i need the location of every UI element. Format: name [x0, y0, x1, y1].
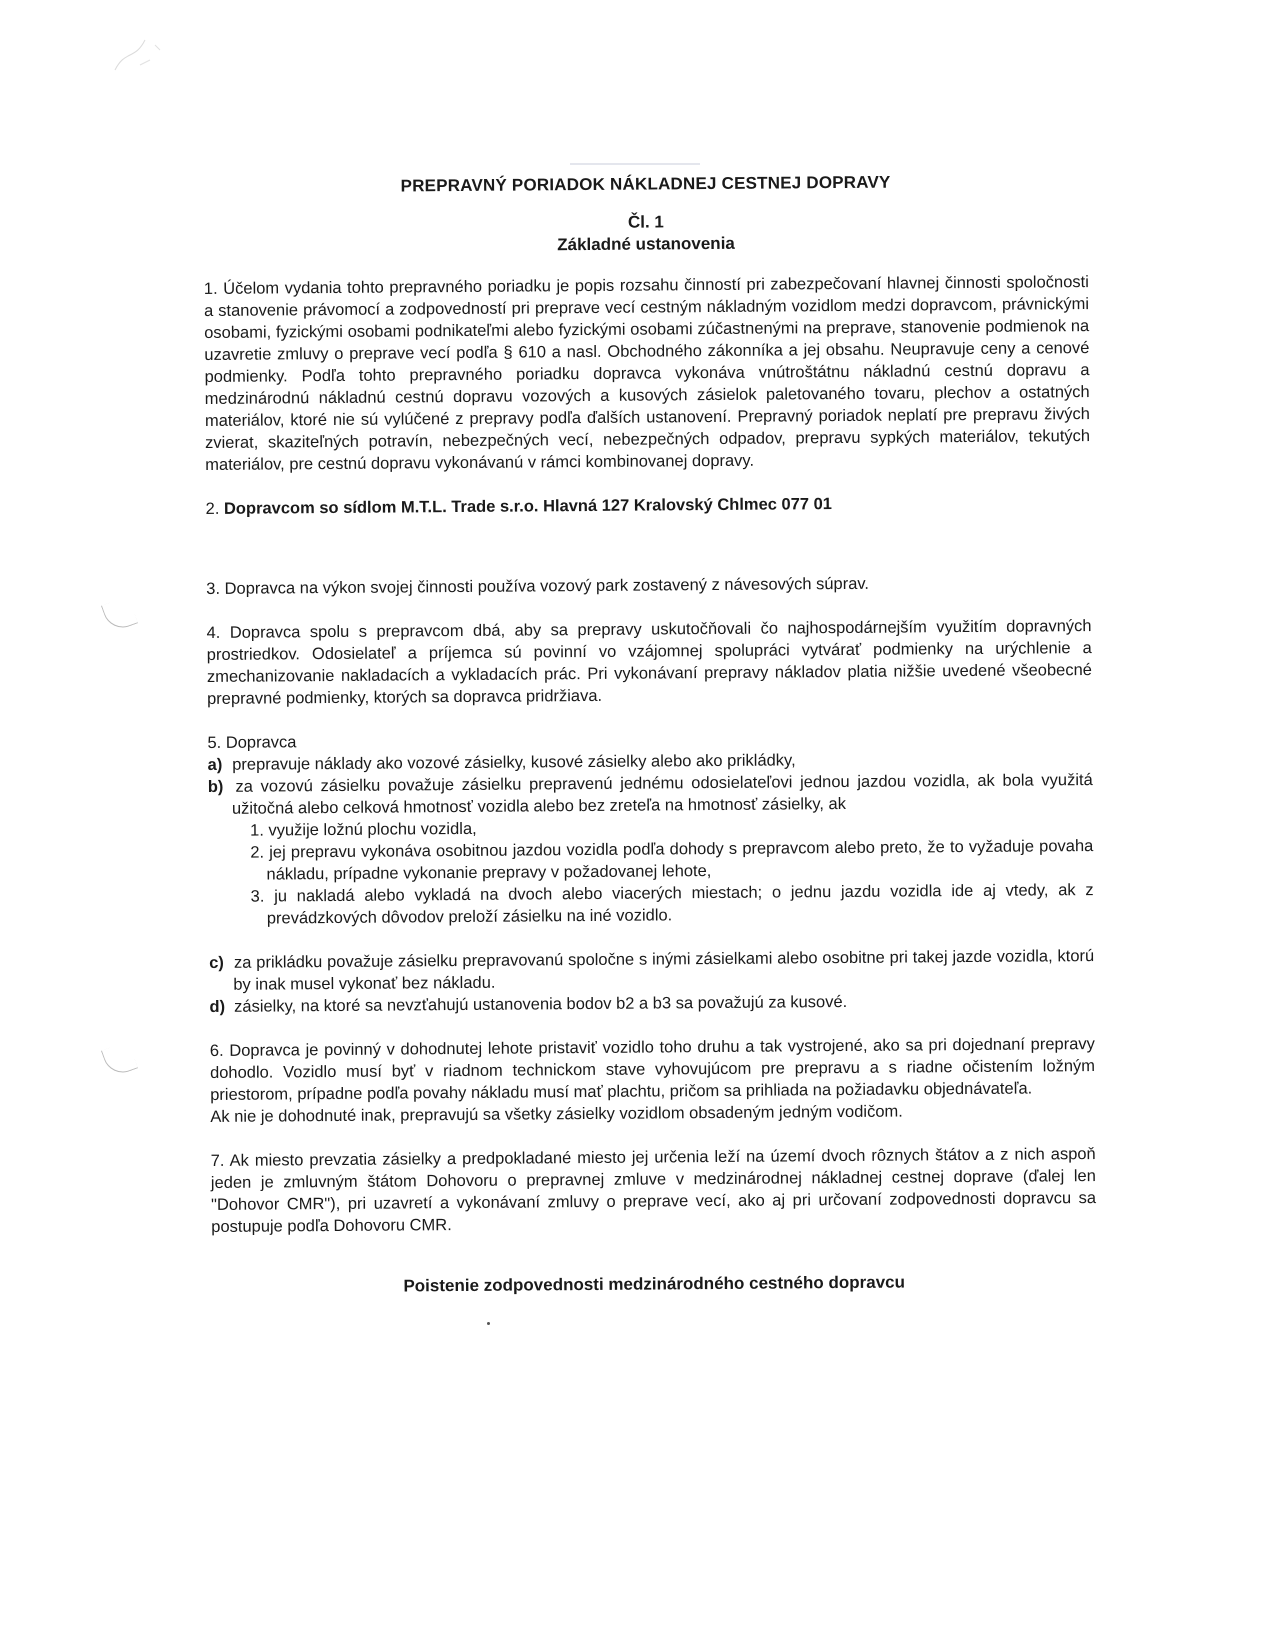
list-label-b: b)	[207, 777, 224, 796]
article-number: Čl. 1	[627, 212, 664, 232]
list-text-c: za prikládku považuje zásielku prepravovanú spoločne s inými zásielkami alebo osobitne pri takej jazde vozidla, ktorú by inak musel vykonať bez nákladu.	[233, 947, 1095, 994]
stray-dot-mark	[487, 1322, 490, 1325]
paragraph-6: 6. Dopravca je povinný v dohodnutej lehote pristaviť vozidlo toho druhu a tak vystrojené, ako sa pri dojednaní prepravy dohodlo. Vozidlo musí byť v riadnom technickom stave vyhovujúcom pre prepravu a s riadne očistením ložným priestorom, prípadne podľa povahy nákladu musí mať plachtu, pričom sa prihliada na požiadavku objednávateľa.	[209, 1035, 1096, 1104]
list-text-d: zásielky, na ktoré sa nevzťahujú ustanovenia bodov b2 a b3 sa považujú za kusové.	[234, 992, 848, 1016]
document-body	[203, 171, 1097, 1298]
sub-item-3: 3. ju nakladá alebo vykladá na dvoch alebo viacerých miestach; o jednu jazdu vozidla ide aj vtedy, ak z prevádzkových dôvodov preloží zásielku na iné vozidlo.	[250, 881, 1094, 928]
article-title: Základné ustanovenia	[557, 233, 735, 255]
document-title: PREPRAVNÝ PORIADOK NÁKLADNEJ CESTNEJ DOPRAVY	[400, 172, 891, 196]
sub-list-b	[236, 813, 1094, 930]
faint-scan-line	[570, 163, 700, 165]
scan-mark-graphic	[105, 30, 175, 80]
list-item-b	[208, 769, 1093, 820]
paragraph-4: 4. Dopravca spolu s prepravcom dbá, aby sa prepravy uskutočňovali čo najhospodárnejším využitím dopravných prostriedkov. Odosielateľ a príjemca sú povinní vo vzájomnej spolupráci vytvárať podmienky na urýchlenie a zmechanizovanie nakladacích a vykladacích prác. Pri vykonávaní prepravy nákladov platia nižšie uvedené všeobecné prepravné podmienky, ktorých sa dopravca pridržiava.	[206, 617, 1092, 708]
paragraph-6-note: Ak nie je dohodnuté inak, prepravujú sa všetky zásielky vozidlom obsadeným jedným vodičom.	[210, 1102, 903, 1126]
list-label-a: a)	[207, 755, 223, 774]
paragraph-2	[206, 491, 1091, 520]
paragraph-5-intro: 5. Dopravca	[207, 733, 297, 752]
paragraph-2-number: 2.	[205, 499, 220, 518]
list-item-c	[209, 945, 1094, 996]
punch-hole-mark	[101, 1041, 138, 1078]
paragraph-1: 1. Účelom vydania tohto prepravného poriadku je popis rozsahu činností pri zabezpečovaní hlavnej činnosti spoločnosti a stanovenie právomocí a zodpovedností pri preprave vecí cestným nákladným vozidlom medzi dopravcom, právnickými osobami, fyzickými osobami podnikateľmi alebo fyzickými osobami zúčastnenými na preprave, stanovenie podmienok na uzavretie zmluvy o preprave vecí podľa § 610 a nasl. Obchodného zákonníka a jej obsahu. Neupravuje ceny a cenové podmienky. Podľa tohto prepravného poriadku dopravca vykonáva vnútroštátnu nákladnú cestnú dopravu a medzinárodnú nákladnú cestnú dopravu vozových a kusových zásielok paletovaného tovaru, plechov a ostatných materiálov, ktoré nie sú vylúčené z prepravy podľa ďalších ustanovení. Prepravný poriadok neplatí pre prepravu živých zvierat, skaziteľných potravín, nebezpečných vecí, nebezpečných odpadov, prepravu sypkých materiálov, tekutých materiálov, pre cestnú dopravu vykonávanú v rámci kombinovanej dopravy.	[203, 273, 1091, 474]
list-text-b: za vozovú zásielku považuje zásielku prepravenú jednému odosielateľovi jednou jazdou vozidla, ak bola využitá užitočná alebo celková hmotnosť vozidla alebo bez zreteľa na hmotnosť zásielky, ak	[231, 771, 1093, 818]
section-heading: Poistenie zodpovednosti medzinárodného cestného dopravcu	[403, 1272, 906, 1296]
list-text-a: prepravuje náklady ako vozové zásielky, kusové zásielky alebo ako prikládky,	[232, 751, 796, 774]
paragraph-2-text: Dopravcom so sídlom M.T.L. Trade s.r.o. Hlavná 127 Kralovský Chlmec 077 01	[223, 495, 833, 518]
paragraph-3: 3. Dopravca na výkon svojej činnosti používa vozový park zostavený z návesových súprav.	[206, 574, 870, 598]
punch-hole-mark	[101, 596, 138, 633]
sub-item-2: 2. jej prepravu vykonáva osobitnou jazdou vozidla podľa dohody s prepravcom alebo preto, že to vyžaduje povaha nákladu, prípadne vykonanie prepravy v požadovanej lehote,	[250, 837, 1094, 884]
paragraph-7: 7. Ak miesto prevzatia zásielky a predpokladané miesto jej určenia leží na území dvoch rôznych štátov a z nich aspoň jeden je zmluvným štátom Dohovoru o prepravnej zmluve v medzinárodnej nákladnej cestnej doprave (ďalej len "Dohovor CMR"), pri uzavretí a vykonávaní zmluvy o preprave vecí, ako aj pri určovaní zodpovednosti dopravcu sa postupuje podľa Dohovoru CMR.	[210, 1145, 1097, 1236]
sub-item-1: 1. využije ložnú plochu vozidla,	[250, 819, 477, 840]
list-label-c: c)	[209, 953, 224, 972]
list-label-d: d)	[209, 997, 226, 1016]
